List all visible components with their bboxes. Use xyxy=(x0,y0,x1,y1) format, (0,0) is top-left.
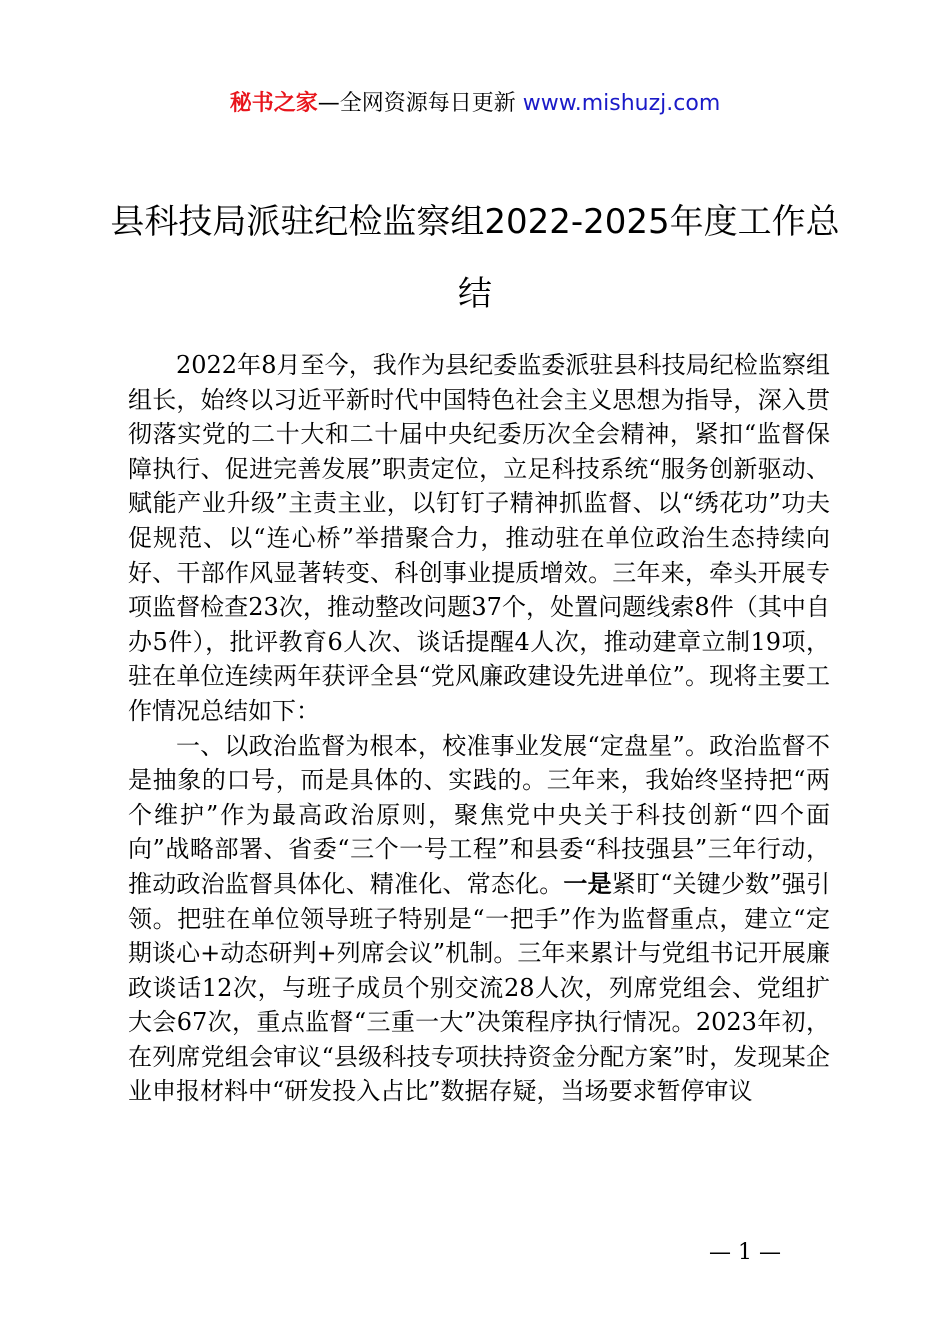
section-one-paragraph xyxy=(128,729,830,1110)
document-title: 县科技局派驻纪检监察组2022-2025年度工作总结 xyxy=(110,202,840,314)
document-body xyxy=(128,348,830,1109)
section-one-text-a: 一、以政治监督为根本，校准事业发展“定盘星”。政治监督不是抽象的口号，而是具体的、实践的。三年来，我始终坚持把“两个维护”作为最高政治原则，聚焦党中央关于科技创新“四个面向”战略部署、省委“三个一号工程”和县委“科技强县”三年行动，推动政治监督具体化、精准化、常态化。 xyxy=(128,731,830,898)
brand-name: 秘书之家 xyxy=(229,91,318,116)
site-header xyxy=(0,86,950,122)
section-one-bold-lead: 一是 xyxy=(563,868,612,898)
section-one-text-b: 紧盯“关键少数”强引领。把驻在单位领导班子特别是“一把手”作为监督重点，建立“定期谈心+动态研判+列席会议”机制。三年来累计与党组书记开展廉政谈话12次，与班子成员个别交流28人次，列席党组会、党组扩大会67次，重点监督“三重一大”决策程序执行情况。2023年初，在列席党组会审议“县级科技专项扶持资金分配方案”时，发现某企业申报材料中“研发投入占比”数据存疑，当场要求暂停审议 xyxy=(128,869,831,1106)
site-url-link[interactable]: www.mishuzj.com xyxy=(522,91,721,116)
header-tagline: —全网资源每日更新 xyxy=(317,91,523,116)
intro-paragraph: 2022年8月至今，我作为县纪委监委派驻县科技局纪检监察组组长，始终以习近平新时代中国特色社会主义思想为指导，深入贯彻落实党的二十大和二十届中央纪委历次全会精神，紧扣“监督保障执行、促进完善发展”职责定位，立足科技系统“服务创新驱动、赋能产业升级”主责主业，以钉钉子精神抓监督、以“绣花功”功夫促规范、以“连心桥”举措聚合力，推动驻在单位政治生态持续向好、干部作风显著转变、科创事业提质增效。三年来，牵头开展专项监督检查23次，推动整改问题37个，处置问题线索8件（其中自办5件），批评教育6人次、谈话提醒4人次，推动建章立制19项，驻在单位连续两年获评全县“党风廉政建设先进单位”。现将主要工作情况总结如下： xyxy=(128,351,830,725)
page-number: — 1 — xyxy=(709,1240,781,1265)
